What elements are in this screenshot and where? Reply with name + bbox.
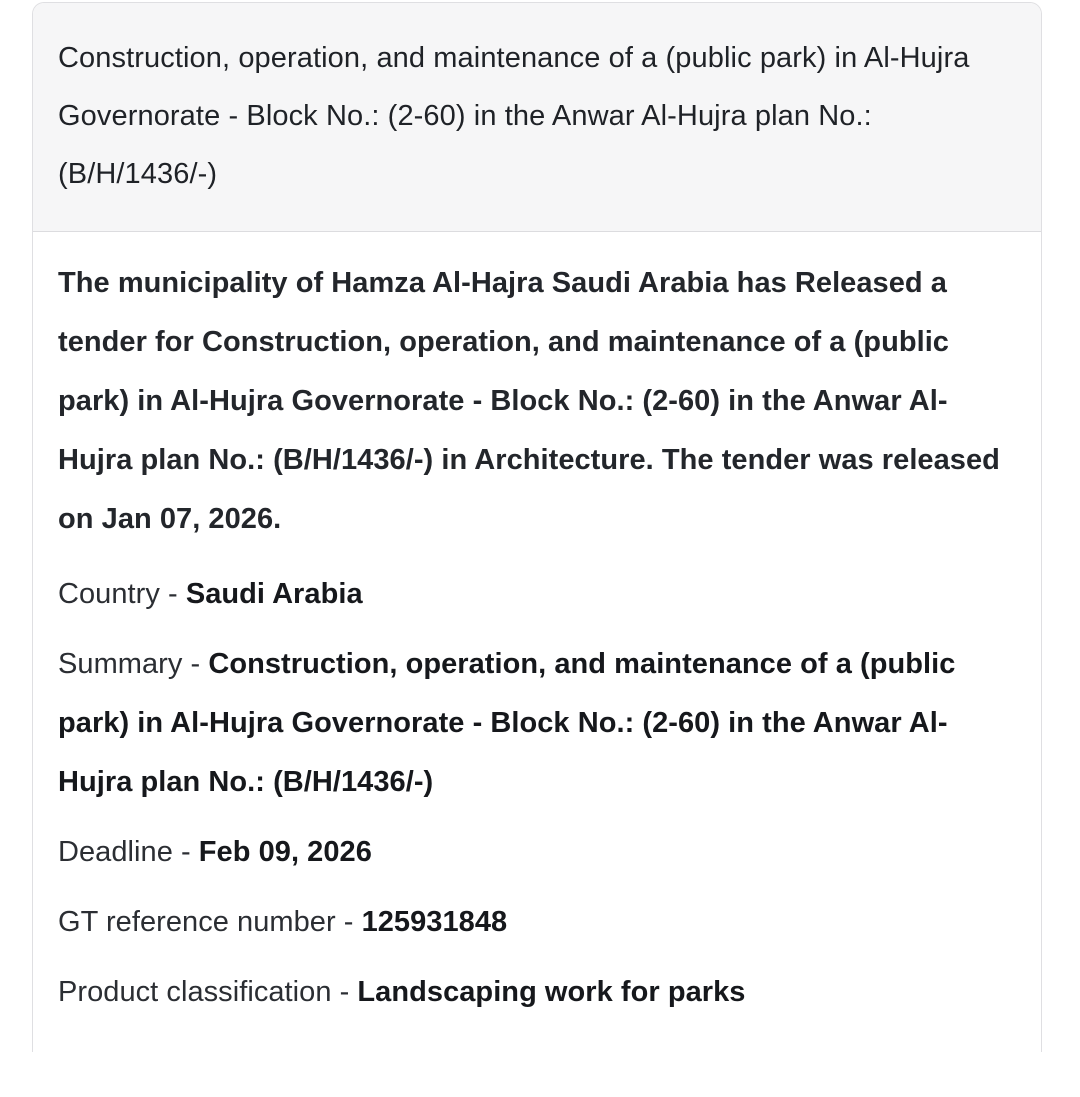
card-body [33, 232, 1041, 1052]
card-header [33, 3, 1041, 232]
detail-value-deadline: Feb 09, 2026 [198, 836, 372, 868]
detail-value-summary: Construction, operation, and maintenance of a (public park) in Al-Hujra Governorate - Block No.: (2-60) in the Anwar Al-Hujra plan No.: (B/H/1436/-) [58, 648, 956, 798]
detail-label-country: Country [58, 578, 160, 610]
detail-row-country [58, 565, 1016, 624]
tender-detail-list [58, 565, 1016, 1022]
page-title: Construction, operation, and maintenance of a (public park) in Al-Hujra Governorate - Block No.: (2-60) in the Anwar Al-Hujra plan No.: (B/H/1436/-) [58, 42, 970, 190]
detail-label-summary: Summary [58, 648, 183, 680]
detail-row-gt-reference-number [58, 893, 1016, 952]
detail-separator: - [331, 976, 358, 1008]
detail-separator: - [335, 906, 362, 938]
detail-row-product-classification [58, 963, 1016, 1022]
detail-separator: - [182, 648, 209, 680]
detail-value-country: Saudi Arabia [185, 578, 363, 610]
detail-label-product-classification: Product classification [58, 976, 332, 1008]
description-tender-title: Construction, operation, and maintenance of a (public park) in Al-Hujra Governorate - Block No.: (2-60) in the Anwar Al-Hujra plan No.: (B/H/1436/-) [58, 326, 949, 476]
detail-label-gt-reference-number: GT reference number [58, 906, 336, 938]
detail-row-summary [58, 635, 1016, 812]
detail-row-deadline [58, 823, 1016, 882]
detail-value-gt-reference-number: 125931848 [361, 906, 508, 938]
detail-separator: - [159, 578, 186, 610]
description-lead-text: The municipality of Hamza Al-Hajra Saudi Arabia has Released a tender for [58, 267, 947, 358]
tender-detail-card [32, 2, 1042, 1052]
description-tail-text: in Architecture. The tender was released on Jan 07, 2026. [58, 444, 1000, 535]
detail-value-product-classification: Landscaping work for parks [357, 976, 746, 1008]
detail-label-deadline: Deadline [58, 836, 173, 868]
tender-description-paragraph [58, 254, 1016, 549]
detail-separator: - [172, 836, 199, 868]
